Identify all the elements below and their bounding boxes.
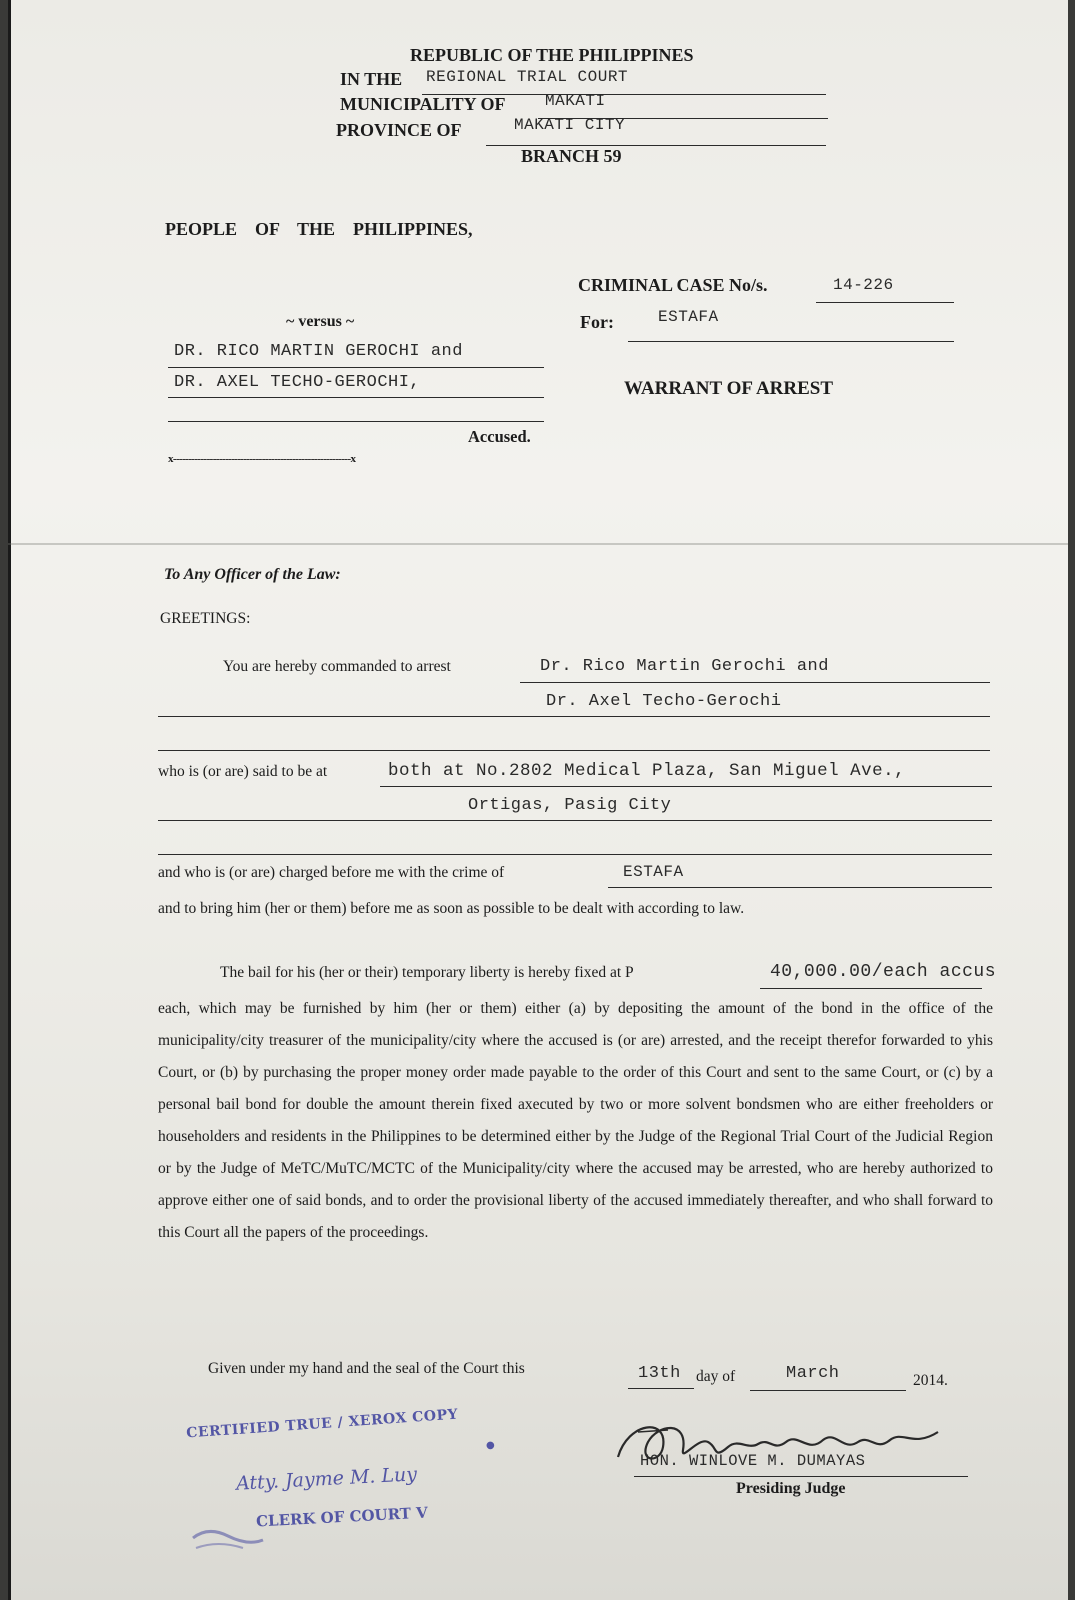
given-year: 2014. [913, 1372, 948, 1389]
province-value: MAKATI CITY [514, 116, 626, 134]
stamp-dot: ● [486, 1440, 495, 1451]
location-label: who is (or are) said to be at [158, 763, 328, 780]
case-rule [816, 302, 954, 303]
offense-rule [628, 341, 954, 342]
command-label: You are hereby commanded to arrest [223, 658, 451, 675]
bring-text: and to bring him (her or them) before me as soon as possible to be dealt with according to law. [158, 900, 745, 917]
accused-line-1: DR. RICO MARTIN GEROCHI and [174, 342, 463, 361]
caption-separator: x----------------------------------------------------------x [168, 453, 356, 465]
accused-rule-3 [168, 421, 544, 422]
court-value: REGIONAL TRIAL COURT [426, 68, 629, 86]
location-rule-3 [158, 854, 992, 855]
crime-value: ESTAFA [623, 863, 684, 881]
warrant-document [8, 0, 1068, 1600]
day-of-label: day of [696, 1368, 736, 1385]
bail-rule [760, 988, 982, 989]
salutation: To Any Officer of the Law: [164, 566, 341, 583]
location-line-2: Ortigas, Pasig City [468, 796, 672, 815]
arrest-line-2: Dr. Axel Techo-Gerochi [546, 692, 782, 711]
arrest-rule-2 [158, 716, 990, 717]
arrest-rule-1 [520, 682, 990, 683]
charged-label: and who is (or are) charged before me with the crime of [158, 864, 505, 881]
stamp-smudge [188, 1518, 268, 1558]
clerk-title: CLERK OF COURT V [255, 1503, 429, 1531]
location-rule-2 [158, 820, 992, 821]
crime-rule [608, 887, 992, 888]
judge-rule [634, 1476, 968, 1477]
given-day: 13th [638, 1364, 681, 1383]
certified-stamp: CERTIFIED TRUE / XEROX COPY [185, 1406, 459, 1442]
bail-label: The bail for his (her or their) temporary liberty is hereby fixed at P [220, 964, 634, 981]
document-title: WARRANT OF ARREST [624, 378, 834, 399]
clerk-name: Atty. Jayme M. Luy [235, 1463, 418, 1495]
municipality-value: MAKATI [545, 92, 606, 110]
accused-line-2: DR. AXEL TECHO-GEROCHI, [174, 373, 421, 392]
day-rule [628, 1388, 694, 1389]
branch-heading: BRANCH 59 [521, 146, 622, 166]
accused-label: Accused. [468, 427, 531, 446]
bail-amount: 40,000.00/each accus [770, 962, 997, 982]
judge-title: Presiding Judge [736, 1480, 846, 1497]
plaintiff-line: PEOPLE OF THE PHILIPPINES, [165, 219, 473, 239]
case-label: CRIMINAL CASE No/s. [578, 275, 768, 295]
versus-label: ~ versus ~ [286, 313, 355, 330]
greetings: GREETINGS: [160, 610, 251, 627]
province-label: PROVINCE OF [336, 120, 462, 140]
given-label: Given under my hand and the seal of the Court this [208, 1360, 525, 1377]
given-month: March [786, 1364, 840, 1383]
accused-rule-1 [168, 367, 544, 368]
case-number: 14-226 [833, 276, 894, 294]
judge-signature [608, 1402, 968, 1482]
location-rule-1 [380, 786, 992, 787]
arrest-rule-3 [158, 750, 990, 751]
offense-value: ESTAFA [658, 308, 719, 326]
republic-heading: REPUBLIC OF THE PHILIPPINES [410, 45, 694, 65]
paper-fold [8, 543, 1068, 545]
for-label: For: [580, 312, 614, 332]
bail-paragraph: each, which may be furnished by him (her or them) either (a) by depositing the amount of the bond in the office of the municipality/city treasurer of the municipality/city where the accused is (or are) arrested, and the receipt therefor forwarded to yhis Court, or (b) by purchasing the proper money order made payable to the order of this Court and sent to the same Court, or (c) by a personal bail bond for double the amount therein fixed axecuted by two or more solvent bondsmen who are either freeholders or householders and residents in the Philippines to be determined either by the Judge of the Regional Trial Court of the Judicial Region or by the Judge of MeTC/MuTC/MCTC of the Municipality/city where the accused may be arrested, who are hereby authorized to approve either one of said bonds, and to order the provisional liberty of the accused immediately thereafter, and who shall forward to this Court all the papers of the proceedings. [158, 1000, 993, 1241]
judge-name: HON. WINLOVE M. DUMAYAS [640, 1452, 866, 1470]
municipality-label: MUNICIPALITY OF [340, 94, 506, 114]
location-line-1: both at No.2802 Medical Plaza, San Miguel Ave., [388, 761, 906, 781]
paper-edge [8, 0, 11, 1600]
month-rule [750, 1390, 906, 1391]
arrest-line-1: Dr. Rico Martin Gerochi and [540, 657, 829, 676]
accused-rule-2 [168, 397, 544, 398]
in-the-label: IN THE [340, 69, 403, 89]
